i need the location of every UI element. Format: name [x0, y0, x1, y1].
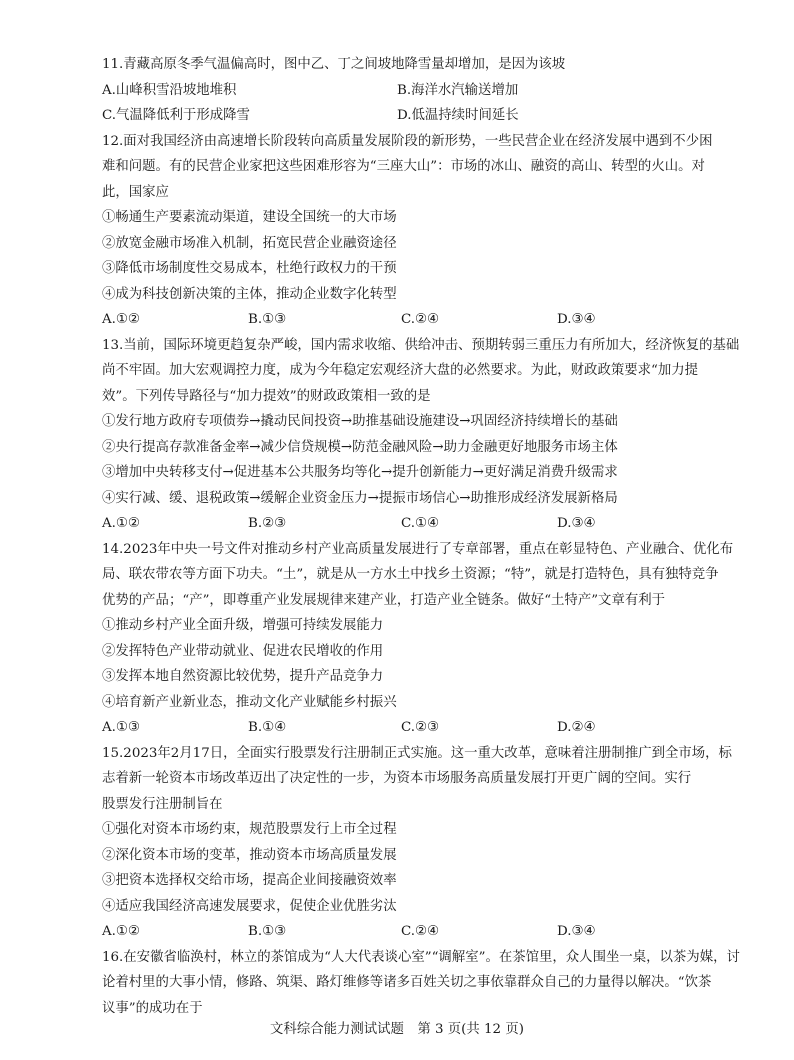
option-a: A.①②	[102, 924, 140, 939]
statement: ①推动乡村产业全面升级，增强可持续发展能力	[102, 618, 384, 633]
statement: ④成为科技创新决策的主体，推动企业数字化转型	[102, 286, 397, 302]
stem-line: 12.面对我国经济由高速增长阶段转向高质量发展阶段的新形势，一些民营企业在经济发展中遇到不少困	[102, 133, 713, 149]
stem-line: 优势的产品；“产”，即尊重产业发展规律来建产业，打造产业全链条。做好“土特产”文章有利于	[102, 592, 666, 608]
statement: ③降低市场制度性交易成本，杜绝行政权力的干预	[102, 261, 397, 276]
option-b: B.②③	[248, 516, 287, 531]
statement: ②深化资本市场的变革，推动资本市场高质量发展	[102, 847, 397, 863]
question-14	[102, 537, 734, 741]
statement-list	[102, 205, 692, 307]
question-stem	[102, 945, 740, 1022]
stem-line: 15.2023年2月17日，全面实行股票发行注册制正式实施。这一重大改革，意味着注册制推广到全市场，标	[102, 745, 732, 761]
statement: ③把资本选择权交给市场，提高企业间接融资效率	[102, 873, 397, 888]
stem-line: 局、联农带农等方面下功夫。“土”，就是从一方水土中找乡土资源；“特”，就是打造特色，具有独特竞争	[102, 567, 719, 582]
question-stem	[102, 333, 740, 410]
question-16	[102, 945, 740, 1022]
options-row	[102, 511, 692, 537]
option-b: B.①③	[248, 312, 287, 327]
statement: ②放宽金融市场准入机制，拓宽民营企业融资途径	[102, 235, 397, 251]
question-13	[102, 333, 740, 537]
statement: ④适应我国经济高速发展要求，促使企业优胜劣汰	[102, 898, 397, 914]
page-footer: 文科综合能力测试试题 第 3 页(共 12 页)	[270, 1022, 524, 1037]
stem-line: 效”。下列传导路径与“加力提效”的财政政策相一致的是	[102, 388, 431, 404]
options-row	[102, 715, 692, 741]
option-a: A.①②	[102, 312, 140, 327]
option-d: D.低温持续时间延长	[397, 108, 519, 123]
statement: ②发挥特色产业带动就业、促进农民增收的作用	[102, 643, 384, 659]
statement: ①畅通生产要素流动渠道，建设全国统一的大市场	[102, 210, 397, 225]
option-d: D.②④	[557, 720, 596, 735]
options-row	[102, 78, 692, 104]
options-row	[102, 919, 692, 945]
stem-line: 16.在安徽省临涣村，林立的茶馆成为“人大代表谈心室”“调解室”。在茶馆里，众人围坐一桌，以茶为媒，讨	[102, 949, 740, 965]
option-c: C.气温降低利于形成降雪	[102, 108, 250, 123]
stem-line: 议事”的成功在于	[102, 1000, 203, 1016]
option-c: C.②④	[401, 312, 440, 327]
option-b: B.①③	[248, 924, 287, 939]
statement-list	[102, 409, 692, 511]
statement-list	[102, 613, 692, 715]
question-stem	[102, 741, 732, 818]
question-stem	[102, 537, 734, 614]
statement: ①强化对资本市场约束，规范股票发行上市全过程	[102, 822, 397, 837]
statement: ②央行提高存款准备金率→减少信贷规模→防范金融风险→助力金融更好地服务市场主体	[102, 439, 618, 455]
option-a: A.①③	[102, 720, 140, 735]
options-row	[102, 307, 692, 333]
option-d: D.③④	[557, 312, 596, 327]
option-c: C.②④	[401, 924, 440, 939]
question-stem	[102, 52, 692, 78]
page-content	[102, 52, 740, 1021]
stem-line: 11.青藏高原冬季气温偏高时，图中乙、丁之间坡地降雪量却增加，是因为该坡	[102, 57, 566, 72]
question-11	[102, 52, 692, 129]
statement: ③发挥本地自然资源比较优势，提升产品竞争力	[102, 669, 384, 684]
statement: ③增加中央转移支付→促进基本公共服务均等化→提升创新能力→更好满足消费升级需求	[102, 465, 618, 480]
question-stem	[102, 129, 713, 206]
option-a: A.山峰积雪沿坡地堆积	[102, 82, 237, 98]
option-b: B.①④	[248, 720, 287, 735]
stem-line: 论着村里的大事小情，修路、筑渠、路灯维修等诸多百姓关切之事依靠群众自己的力量得以解决。“饮茶	[102, 975, 712, 990]
statement: ④实行减、缓、退税政策→缓解企业资金压力→提振市场信心→助推形成经济发展新格局	[102, 490, 618, 506]
options-row	[102, 103, 692, 129]
stem-line: 13.当前，国际环境更趋复杂严峻，国内需求收缩、供给冲击、预期转弱三重压力有所加大，经济恢复的基础	[102, 337, 740, 353]
stem-line: 尚不牢固。加大宏观调控力度，成为今年稳定宏观经济大盘的必然要求。为此，财政政策要求“加力提	[102, 363, 699, 378]
statement-list	[102, 817, 692, 919]
statement: ①发行地方政府专项债券→撬动民间投资→助推基础设施建设→巩固经济持续增长的基础	[102, 414, 618, 429]
option-a: A.①②	[102, 516, 140, 531]
option-d: D.③④	[557, 516, 596, 531]
stem-line: 难和问题。有的民营企业家把这些困难形容为“三座大山”：市场的冰山、融资的高山、转型的火山。对	[102, 159, 705, 174]
question-15	[102, 741, 732, 945]
option-d: D.③④	[557, 924, 596, 939]
stem-line: 志着新一轮资本市场改革迈出了决定性的一步，为资本市场服务高质量发展打开更广阔的空间。实行	[102, 771, 692, 786]
stem-line: 14.2023年中央一号文件对推动乡村产业高质量发展进行了专章部署，重点在彰显特色、产业融合、优化布	[102, 541, 734, 557]
question-12	[102, 129, 713, 333]
statement: ④培育新产业新业态，推动文化产业赋能乡村振兴	[102, 694, 397, 710]
option-c: C.②③	[401, 720, 440, 735]
stem-line: 此，国家应	[102, 184, 169, 200]
option-b: B.海洋水汽输送增加	[397, 82, 519, 98]
stem-line: 股票发行注册制旨在	[102, 796, 223, 812]
option-c: C.①④	[401, 516, 440, 531]
